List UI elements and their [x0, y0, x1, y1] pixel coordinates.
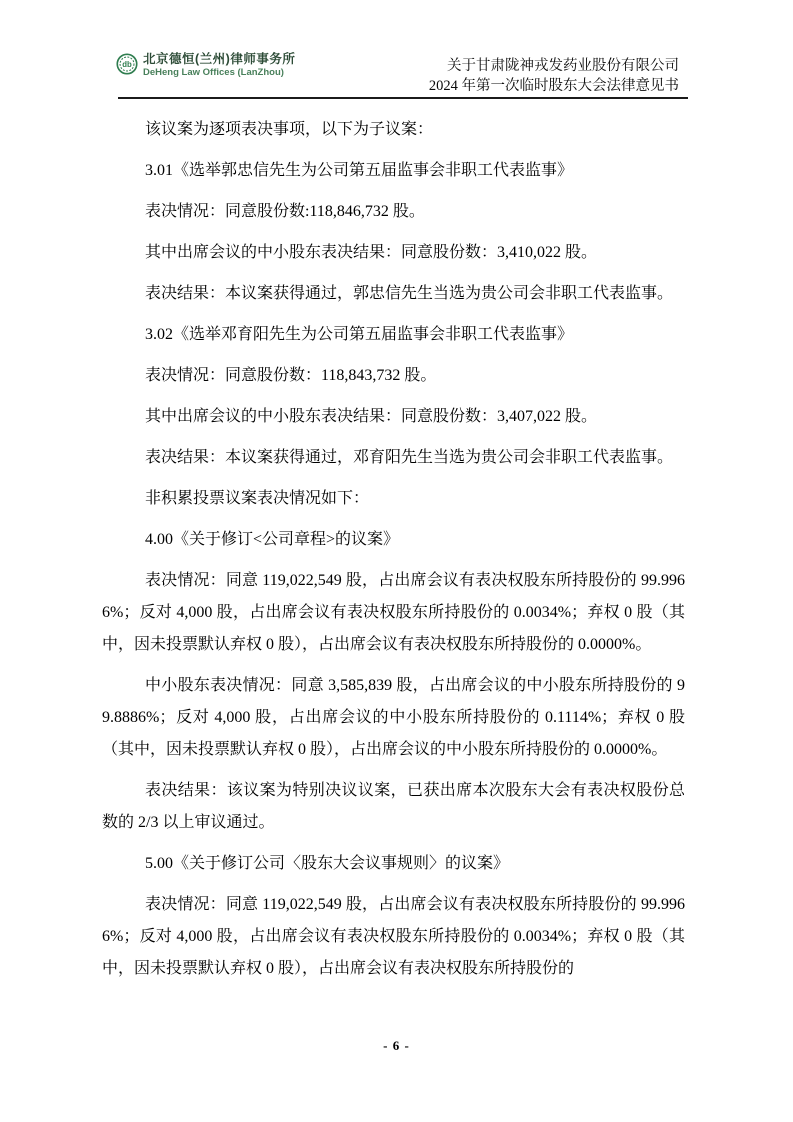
emblem-monogram: db [122, 59, 132, 69]
page-number: - 6 - [383, 1038, 410, 1053]
header-rule [118, 97, 688, 99]
firm-names [143, 52, 295, 79]
document-paragraph: 表决结果：本议案获得通过，邓育阳先生当选为贵公司会非职工代表监事。 [145, 449, 674, 466]
document-paragraph: 其中出席会议的中小股东表决结果：同意股份数：3,410,022 股。 [145, 244, 598, 261]
document-paragraph: 表决情况：同意股份数：118,843,732 股。 [145, 367, 437, 384]
document-paragraph: 表决情况：同意 119,022,549 股，占出席会议有表决权股东所持股份的 99.9966%；反对 4,000 股，占出席会议有表决权股东所持股份的 0.0034%；弃权 0 股（其中，因未投票默认弃权 0 股），占出席会议有表决权股东所持股份的 [102, 896, 685, 977]
document-body [102, 114, 685, 994]
doc-title-line2: 2024 年第一次临时股东大会法律意见书 [428, 78, 679, 94]
deheng-emblem-icon [116, 53, 138, 75]
document-paragraph: 表决结果：本议案获得通过，郭忠信先生当选为贵公司会非职工代表监事。 [145, 285, 674, 302]
firm-name-en: DeHeng Law Offices (LanZhou) [143, 67, 284, 78]
document-paragraph: 3.01《选举郭忠信先生为公司第五届监事会非职工代表监事》 [145, 162, 574, 179]
firm-logo [116, 52, 295, 79]
document-paragraph: 非积累投票议案表决情况如下： [145, 490, 370, 507]
document-paragraph: 3.02《选举邓育阳先生为公司第五届监事会非职工代表监事》 [145, 326, 574, 343]
document-paragraph: 该议案为逐项表决事项，以下为子议案： [145, 121, 434, 138]
doc-title-line1: 关于甘肃陇神戎发药业股份有限公司 [447, 58, 679, 74]
document-paragraph: 中小股东表决情况：同意 3,585,839 股，占出席会议的中小股东所持股份的 99.8886%；反对 4,000 股，占出席会议的中小股东所持股份的 0.1114%；弃权 0 股（其中，因未投票默认弃权 0 股），占出席会议的中小股东所持股份的 0.0000%。 [102, 677, 685, 758]
firm-name-cn: 北京德恒(兰州)律师事务所 [143, 52, 296, 66]
document-paragraph: 4.00《关于修订<公司章程>的议案》 [145, 531, 400, 548]
document-paragraph: 表决结果：该议案为特别决议议案，已获出席本次股东大会有表决权股份总数的 2/3 以上审议通过。 [102, 782, 685, 831]
document-paragraph: 表决情况：同意 119,022,549 股，占出席会议有表决权股东所持股份的 99.9966%；反对 4,000 股，占出席会议有表决权股东所持股份的 0.0034%；弃权 0 股（其中，因未投票默认弃权 0 股），占出席会议有表决权股东所持股份的 0.0000%。 [102, 572, 685, 653]
document-paragraph: 其中出席会议的中小股东表决结果：同意股份数：3,407,022 股。 [145, 408, 598, 425]
doc-title [429, 56, 679, 96]
document-paragraph: 5.00《关于修订公司〈股东大会议事规则〉的议案》 [145, 855, 510, 872]
document-paragraph: 表决情况：同意股份数:118,846,732 股。 [145, 203, 425, 220]
